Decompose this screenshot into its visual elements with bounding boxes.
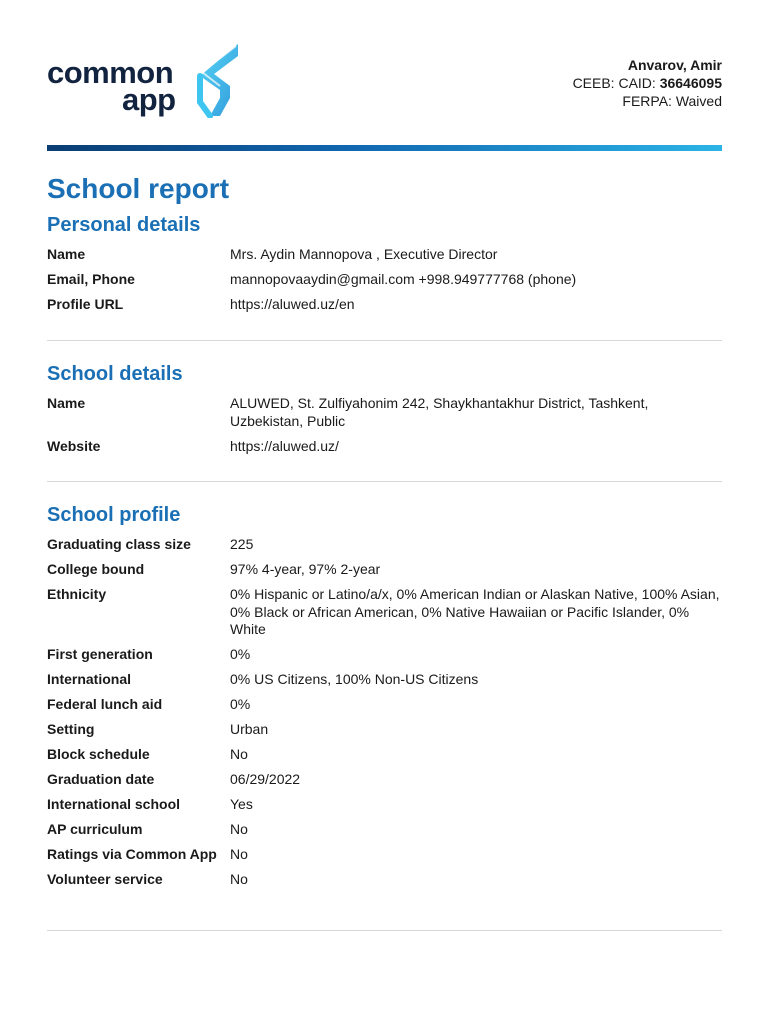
detail-label: Ratings via Common App	[47, 846, 217, 862]
detail-label: Ethnicity	[47, 586, 107, 602]
detail-label: International school	[47, 796, 181, 812]
section-divider	[47, 930, 722, 931]
logo-ribbon-icon	[186, 42, 242, 118]
detail-rows	[47, 246, 722, 314]
detail-row	[47, 796, 722, 814]
applicant-caid-line	[573, 74, 722, 92]
detail-value: 0%	[230, 646, 251, 662]
detail-label: Block schedule	[47, 746, 150, 762]
detail-row	[47, 246, 722, 264]
header-gradient-rule	[47, 145, 722, 151]
detail-label: College bound	[47, 561, 145, 577]
detail-row	[47, 671, 722, 689]
applicant-name: Anvarov, Amir	[627, 57, 722, 73]
detail-row	[47, 746, 722, 764]
detail-value: No	[230, 821, 248, 837]
section-heading: School profile	[47, 504, 181, 526]
detail-label: Graduation date	[47, 771, 155, 787]
detail-rows	[47, 395, 722, 455]
common-app-logo	[47, 42, 247, 122]
detail-value: No	[230, 846, 248, 862]
detail-row	[47, 271, 722, 289]
detail-rows	[47, 536, 722, 889]
detail-row	[47, 821, 722, 839]
section-heading: Personal details	[47, 214, 201, 236]
detail-row	[47, 296, 722, 314]
detail-value: ALUWED, St. Zulfiyahonim 242, Shaykhantakhur District, Tashkent, Uzbekistan, Public	[230, 395, 649, 429]
school-profile-section	[47, 502, 722, 896]
detail-label: Email, Phone	[47, 271, 135, 287]
detail-label: AP curriculum	[47, 821, 143, 837]
section-divider	[47, 481, 722, 482]
detail-label: Graduating class size	[47, 536, 191, 552]
detail-value: 225	[230, 536, 254, 552]
detail-label: Name	[47, 395, 86, 411]
detail-value: No	[230, 871, 248, 887]
detail-row	[47, 586, 722, 639]
detail-label: First generation	[47, 646, 153, 662]
detail-row	[47, 646, 722, 664]
detail-label: Volunteer service	[47, 871, 163, 887]
detail-value: No	[230, 746, 248, 762]
detail-label: Name	[47, 246, 86, 262]
detail-label: Profile URL	[47, 296, 124, 312]
detail-value: https://aluwed.uz/	[230, 437, 339, 454]
logo-wordmark-app: app	[122, 82, 176, 117]
detail-row	[47, 561, 722, 579]
page-title: School report	[47, 173, 230, 204]
logo-wordmark-common: common	[47, 55, 174, 90]
detail-label: Setting	[47, 721, 95, 737]
detail-row	[47, 846, 722, 864]
section-divider	[47, 340, 722, 341]
detail-value: 0% US Citizens, 100% Non-US Citizens	[230, 671, 479, 687]
detail-row	[47, 395, 722, 430]
detail-label: Website	[47, 437, 101, 454]
ferpa-status: FERPA: Waived	[622, 93, 722, 109]
detail-value: 06/29/2022	[230, 771, 301, 787]
page-header	[47, 42, 722, 122]
ceeb-caid-label: CEEB: CAID:	[572, 75, 656, 91]
school-details-section	[47, 361, 722, 463]
detail-row	[47, 536, 722, 554]
detail-row	[47, 871, 722, 889]
personal-details-section	[47, 212, 722, 321]
section-heading: School details	[47, 363, 183, 385]
detail-value: mannopovaaydin@gmail.com +998.949777768 (phone)	[230, 271, 577, 287]
detail-row	[47, 438, 722, 456]
detail-value: 0% Hispanic or Latino/a/x, 0% American Indian or Alaskan Native, 100% Asian, 0% Black or African American, 0% Native Hawaiian or Pacific Islander, 0% White	[230, 586, 720, 637]
detail-row	[47, 721, 722, 739]
detail-row	[47, 696, 722, 714]
detail-value: 0%	[230, 696, 251, 712]
caid-value: 36646095	[659, 75, 722, 91]
detail-value: Yes	[230, 796, 253, 812]
detail-value: https://aluwed.uz/en	[230, 296, 355, 312]
detail-label: Federal lunch aid	[47, 696, 163, 712]
detail-label: International	[47, 671, 132, 687]
detail-value: Urban	[230, 721, 269, 737]
detail-row	[47, 771, 722, 789]
detail-value: Mrs. Aydin Mannopova , Executive Director	[230, 246, 498, 262]
detail-value: 97% 4-year, 97% 2-year	[230, 561, 381, 577]
applicant-info	[573, 56, 722, 110]
